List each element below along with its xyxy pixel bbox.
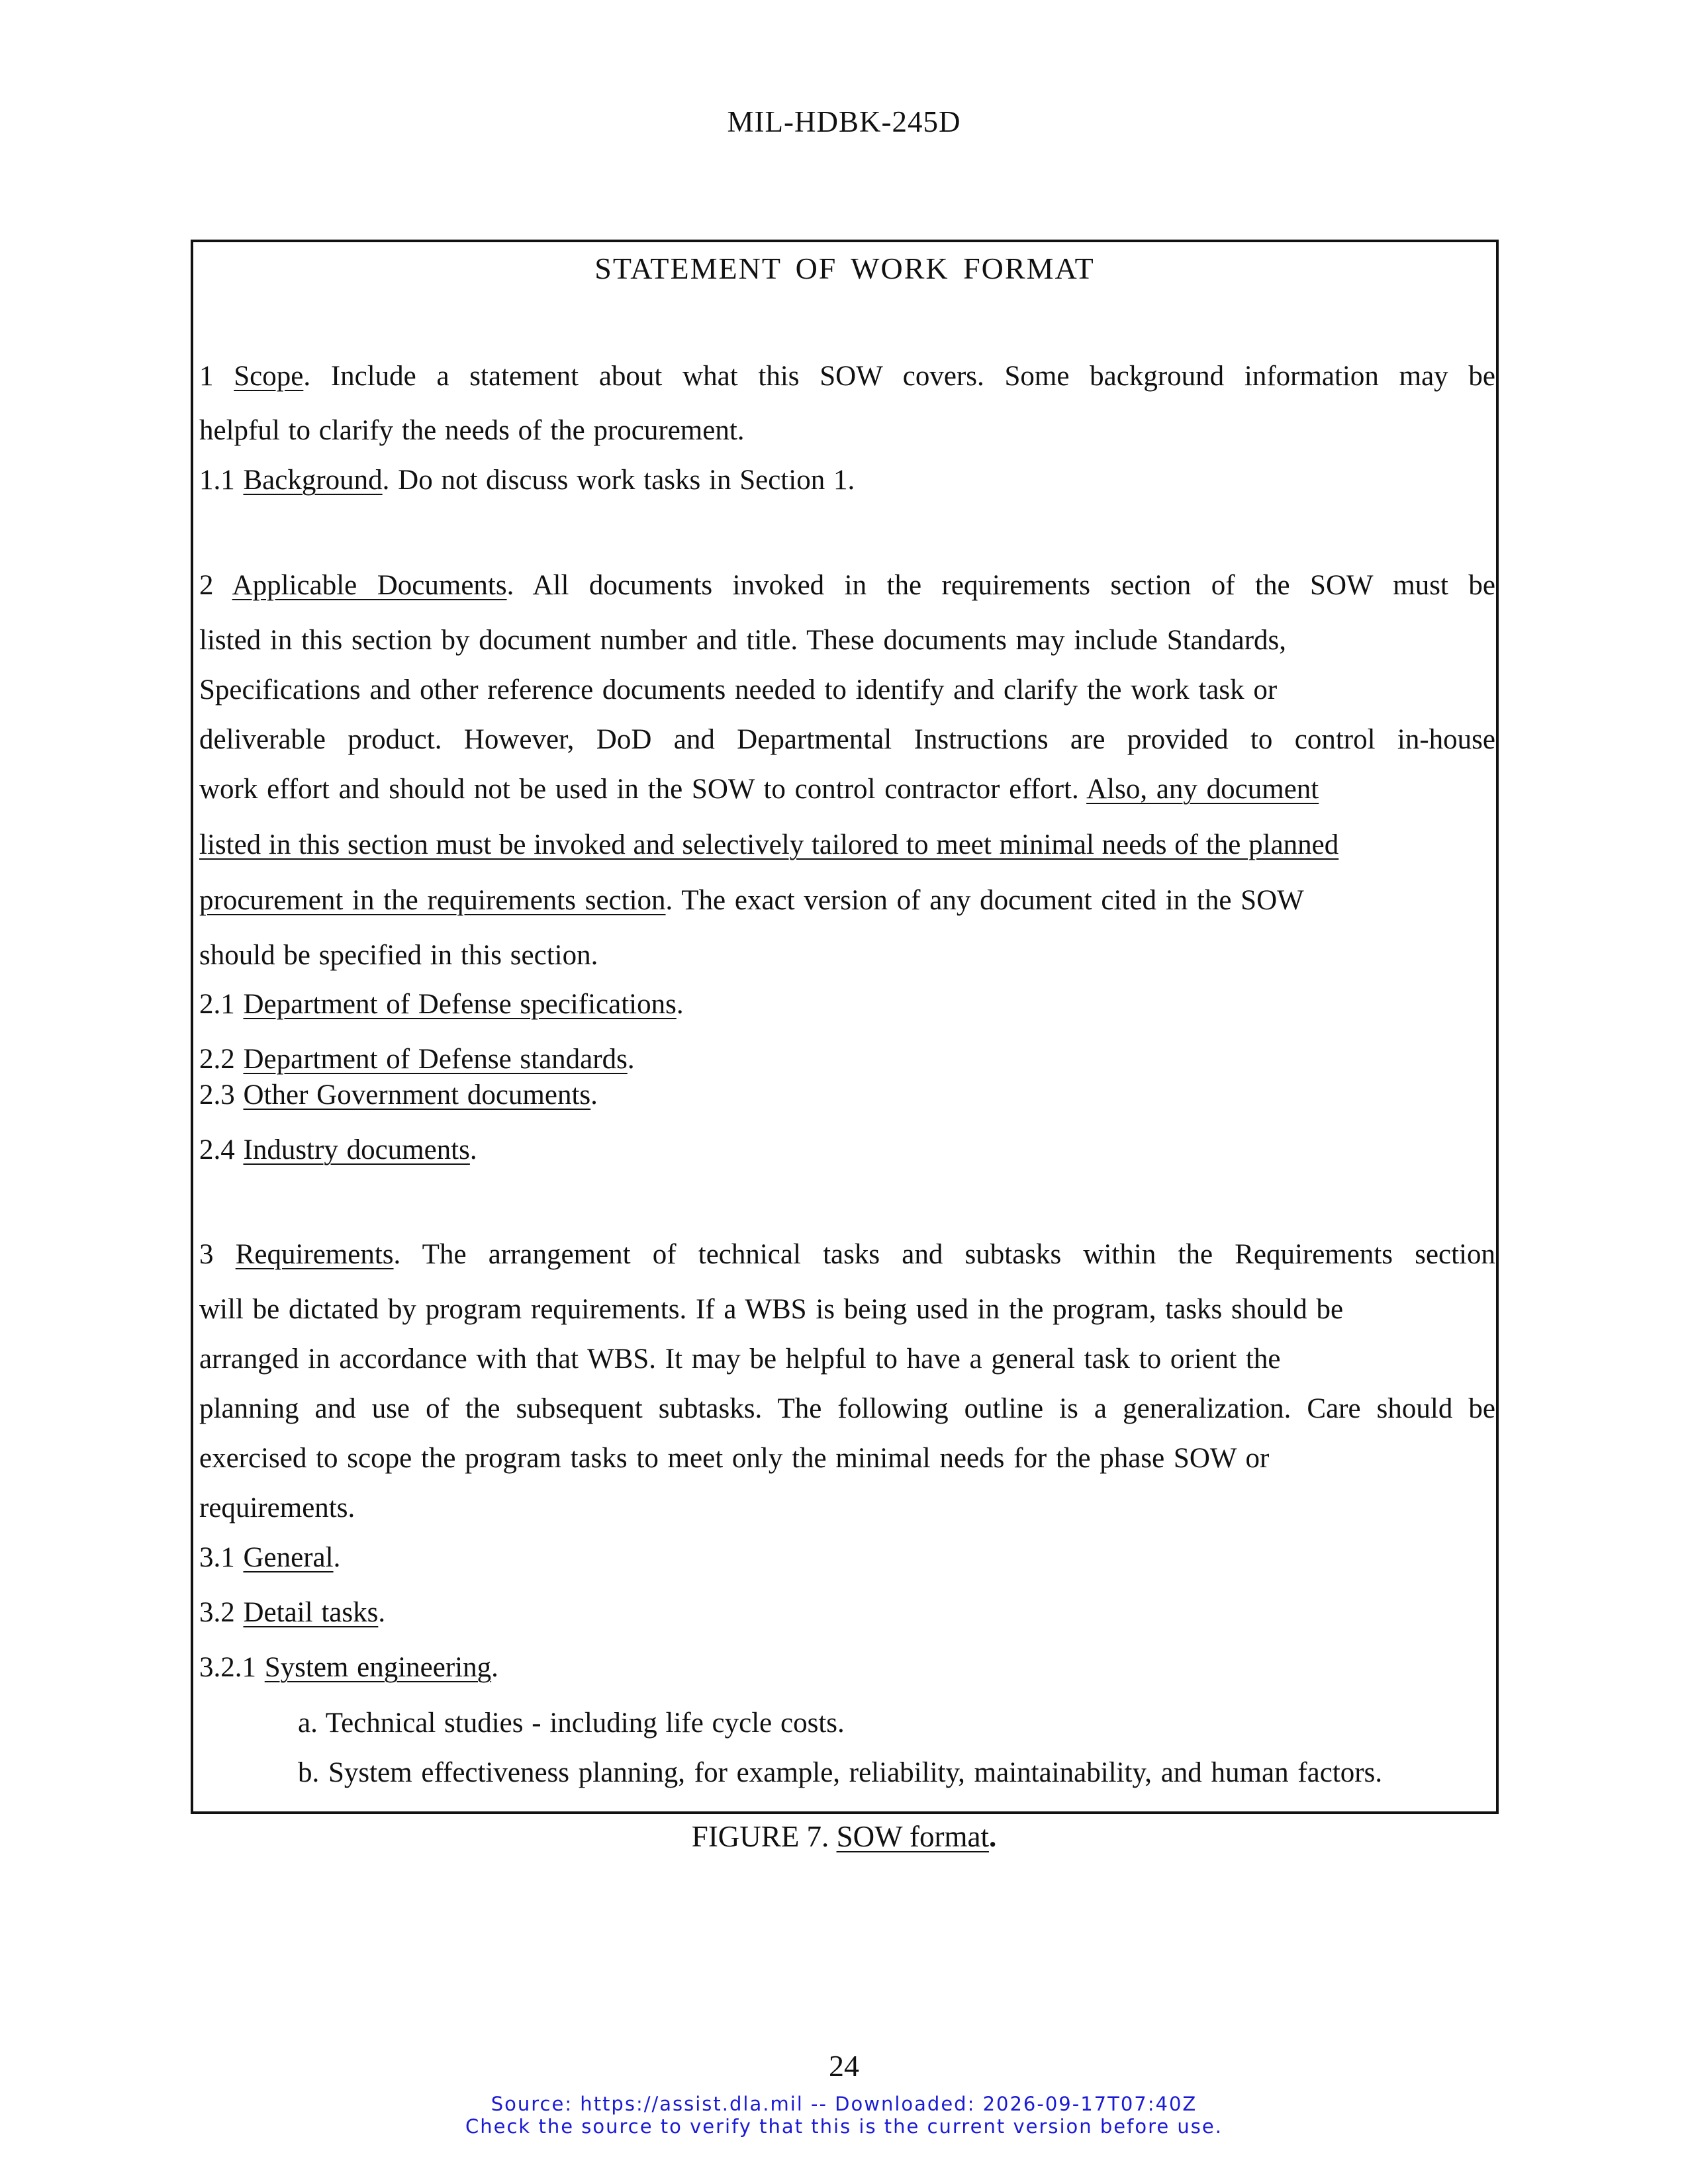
section-3-line-1 xyxy=(199,1236,1495,1273)
section-2-4 xyxy=(199,1132,477,1169)
section-number: 2.1 xyxy=(199,989,244,1020)
section-heading-dod-standards: Department of Defense standards xyxy=(243,1044,628,1075)
underlined-text: Also, any document xyxy=(1086,774,1319,805)
section-number: 2.2 xyxy=(199,1044,244,1075)
section-2-3 xyxy=(199,1077,598,1114)
document-id-header: MIL-HDBK-245D xyxy=(727,105,961,138)
underlined-text: procurement in the requirements section xyxy=(199,885,666,916)
section-1-line-1 xyxy=(199,358,1495,395)
section-end: . xyxy=(469,1134,477,1165)
section-heading-detail-tasks: Detail tasks xyxy=(243,1597,379,1628)
section-2-line-1 xyxy=(199,567,1495,604)
section-number: 2.3 xyxy=(199,1079,244,1111)
section-3-line-2: will be dictated by program requirements. If a WBS is being used in the program, tasks should be xyxy=(199,1294,1344,1325)
section-heading-dod-specifications: Department of Defense specifications xyxy=(243,989,677,1020)
section-text: . Do not discuss work tasks in Section 1. xyxy=(382,465,855,496)
section-heading-applicable-documents: Applicable Documents xyxy=(232,570,507,601)
section-end: . xyxy=(491,1652,498,1683)
section-3-2 xyxy=(199,1594,385,1631)
section-text: . The arrangement of technical tasks and subtasks within the Requirements section xyxy=(393,1239,1496,1270)
section-1-1 xyxy=(199,462,855,499)
section-2-2 xyxy=(199,1041,635,1078)
section-number: 3.2 xyxy=(199,1597,244,1628)
section-number: 1 xyxy=(199,361,234,392)
figure-title: STATEMENT OF WORK FORMAT xyxy=(594,251,1095,285)
section-heading-scope: Scope xyxy=(234,361,304,392)
section-end: . xyxy=(333,1542,341,1573)
section-number: 3.1 xyxy=(199,1542,244,1573)
section-number: 1.1 xyxy=(199,465,244,496)
section-number: 2.4 xyxy=(199,1134,244,1165)
section-2-line-6 xyxy=(199,827,1338,864)
verify-notice: Check the source to verify that this is the current version before use. xyxy=(465,2115,1223,2138)
section-3-line-5: exercised to scope the program tasks to meet only the minimal needs for the phase SOW or xyxy=(199,1443,1270,1474)
section-heading-other-government-documents: Other Government documents xyxy=(243,1079,591,1111)
section-number: 2 xyxy=(199,570,232,601)
caption-title: SOW format xyxy=(836,1820,989,1853)
section-2-1 xyxy=(199,986,684,1023)
figure-caption xyxy=(0,1817,1688,1856)
section-text: . Include a statement about what this SOW covers. Some background information may be xyxy=(303,361,1495,392)
page-number: 24 xyxy=(829,2049,859,2083)
section-heading-industry-documents: Industry documents xyxy=(243,1134,470,1165)
section-text: . The exact version of any document cited in the SOW xyxy=(665,885,1304,916)
section-heading-background: Background xyxy=(243,465,383,496)
section-3-1 xyxy=(199,1539,340,1576)
section-2-line-2: listed in this section by document number and title. These documents may include Standards, xyxy=(199,625,1287,656)
section-2-line-5 xyxy=(199,771,1319,808)
section-end: . xyxy=(676,989,684,1020)
caption-suffix: . xyxy=(988,1820,997,1853)
caption-prefix: FIGURE 7. xyxy=(691,1820,837,1853)
section-end: . xyxy=(627,1044,635,1075)
list-item-a: a. Technical studies - including life cycle costs. xyxy=(298,1707,845,1739)
section-heading-general: General xyxy=(243,1542,334,1573)
section-heading-system-engineering: System engineering xyxy=(264,1652,492,1683)
section-2-line-8: should be specified in this section. xyxy=(199,940,598,971)
section-end: . xyxy=(590,1079,598,1111)
underlined-text: listed in this section must be invoked and selectively tailored to meet minimal needs of the planned xyxy=(199,829,1339,860)
section-text: . All documents invoked in the requirements section of the SOW must be xyxy=(506,570,1495,601)
section-text: work effort and should not be used in the SOW to control contractor effort. xyxy=(199,774,1087,805)
section-1-line-2: helpful to clarify the needs of the procurement. xyxy=(199,415,745,446)
list-item-b: b. System effectiveness planning, for example, reliability, maintainability, and human factors. xyxy=(298,1757,1383,1788)
section-3-line-3: arranged in accordance with that WBS. It may be helpful to have a general task to orient the xyxy=(199,1343,1281,1375)
section-3-2-1 xyxy=(199,1649,498,1686)
section-3-line-6: requirements. xyxy=(199,1492,355,1524)
section-number: 3.2.1 xyxy=(199,1652,265,1683)
section-2-line-7 xyxy=(199,882,1304,919)
section-2-line-3: Specifications and other reference documents needed to identify and clarify the work task or xyxy=(199,674,1278,705)
section-end: . xyxy=(378,1597,386,1628)
section-3-line-4: planning and use of the subsequent subtasks. The following outline is a generalization. Care should be xyxy=(199,1393,1495,1424)
section-number: 3 xyxy=(199,1239,236,1270)
source-line: Source: https://assist.dla.mil -- Downloaded: 2026-09-17T07:40Z xyxy=(491,2093,1197,2115)
section-2-line-4: deliverable product. However, DoD and Departmental Instructions are provided to control in-house xyxy=(199,724,1495,755)
section-heading-requirements: Requirements xyxy=(235,1239,394,1270)
